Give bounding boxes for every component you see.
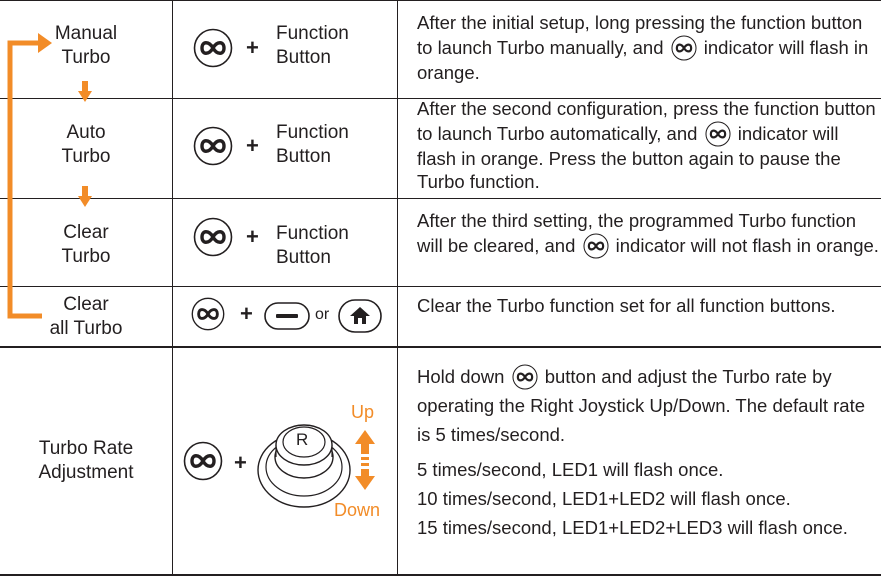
label-line: Turbo [61,47,111,68]
row-label-auto-turbo [0,121,172,169]
function-line: Function [276,23,349,44]
plus-sign: + [234,450,247,475]
table-bottom-border [0,574,881,576]
row-label-clear-all-turbo [0,293,172,341]
plus-sign: + [246,133,259,158]
turbo-infinity-icon [512,364,538,390]
label-line: Adjustment [38,462,134,483]
description-text: button and adjust the Turbo rate by operating the Right Joystick Up/Down. The default rate is 5 times/second. [417,366,866,445]
turbo-infinity-icon [671,35,697,61]
column-divider [172,0,173,575]
plus-sign: + [240,301,253,326]
function-line: Button [276,247,331,268]
row-description [417,362,879,542]
label-line: Turbo [61,146,111,167]
function-button-label [276,121,349,169]
label-line: Manual [54,23,118,44]
up-label: Up [351,402,375,422]
function-line: Function [276,223,349,244]
down-arrow-icon [78,186,92,208]
label-line: Clear [63,222,109,243]
row-description [417,209,879,259]
description-text: After the second configuration, press the function button to launch Turbo automatically, and [417,98,876,144]
row-description [417,97,879,194]
rate-line: 15 times/second, LED1+LED2+LED3 will flash once. [417,517,848,538]
row-description [417,11,879,84]
function-line: Button [276,146,331,167]
turbo-infinity-icon [193,28,233,68]
label-line: Clear [63,294,109,315]
turbo-infinity-icon [191,297,225,331]
joystick-letter: R [296,430,309,449]
turbo-infinity-icon [183,441,223,481]
row-label-manual-turbo [0,22,172,70]
rate-line: 10 times/second, LED1+LED2 will flash once. [417,488,791,509]
section-divider [0,346,881,348]
description-text: indicator will not flash in orange. [615,234,879,256]
label-line: Turbo [61,246,111,267]
function-button-label [276,222,349,270]
down-arrow-icon [78,81,92,103]
turbo-infinity-icon [193,217,233,257]
rate-line: 5 times/second, LED1 will flash once. [417,459,724,480]
function-line: Button [276,47,331,68]
down-label: Down [334,500,381,520]
description-text: indicator will flash in orange. Press the button again to pause the Turbo function. [417,122,841,192]
row-label-turbo-rate-adjustment [0,437,172,485]
home-icon [338,299,382,333]
label-line: all Turbo [49,318,123,339]
row-label-clear-turbo [0,221,172,269]
turbo-infinity-icon [193,126,233,166]
up-down-arrow-icon [354,430,376,490]
turbo-infinity-icon [583,233,609,259]
row-divider [0,198,881,199]
plus-sign: + [246,224,259,249]
column-divider [397,0,398,575]
turbo-infinity-icon [705,121,731,147]
description-text: indicator will flash in orange. [417,36,869,83]
row-divider [0,286,881,287]
or-text: or [315,306,330,323]
label-line: Turbo Rate [38,438,134,459]
table-top-border [0,0,881,1]
plus-sign: + [246,35,259,60]
row-description: Clear the Turbo function set for all function buttons. [417,295,836,316]
description-text: After the initial setup, long pressing the function button to launch Turbo manually, and [417,12,863,58]
function-line: Function [276,122,349,143]
right-joystick-icon [252,405,352,515]
minus-icon [264,302,310,330]
description-text: After the third setting, the programmed Turbo function will be cleared, and [417,210,857,256]
function-button-label [276,22,349,70]
label-line: Auto [66,122,106,143]
description-text: Hold down [417,366,505,387]
